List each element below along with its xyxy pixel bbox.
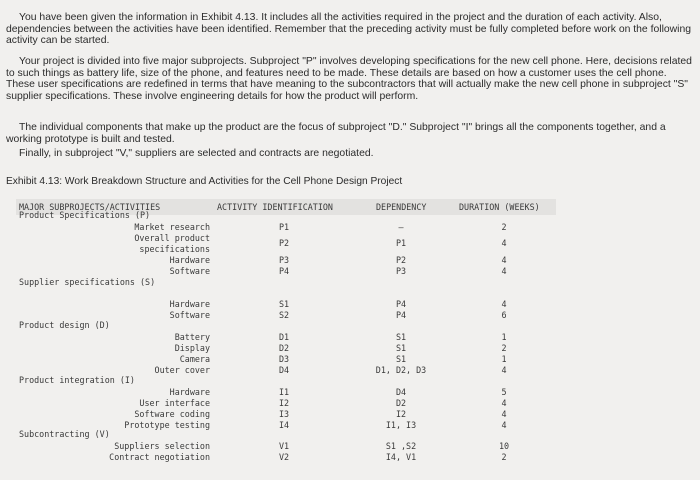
duration-cell: 4 bbox=[501, 238, 507, 248]
activity-id-cell: I4 bbox=[278, 420, 290, 430]
dependency-cell: P4 bbox=[395, 310, 407, 320]
intro-paragraph bbox=[6, 12, 692, 47]
activity-id-cell: I3 bbox=[278, 409, 290, 419]
header-dependency: DEPENDENCY bbox=[376, 202, 427, 212]
duration-cell: 4 bbox=[501, 299, 507, 309]
duration-cell: 4 bbox=[501, 266, 507, 276]
activity-cell: Software bbox=[169, 266, 210, 276]
subprojects-text: Your project is divided into five major subprojects. Subproject "P" involves developing specifications for the new cell phone. Here, decisions related to such things as battery life, size of the phone, and features need to be made. These details are based on how a customer uses the cell phone. These user specifications are redefined in terms that have meaning to the subcontractors that will actually make the new cell phone in subproject "S" supplier specifications. These involve engineering details for how the product will perform. bbox=[6, 56, 692, 102]
dependency-cell: D1, D2, D3 bbox=[375, 365, 427, 375]
group-label: Product integration (I) bbox=[19, 375, 135, 385]
activity-cell: Battery bbox=[174, 332, 210, 342]
activity-id-cell: I1 bbox=[278, 387, 290, 397]
dependency-cell: D4 bbox=[395, 387, 407, 397]
dependency-cell: S1 bbox=[395, 343, 407, 353]
duration-cell: 2 bbox=[501, 222, 507, 232]
activity-id-cell: S2 bbox=[278, 310, 290, 320]
duration-cell: 4 bbox=[501, 255, 507, 265]
activity-id-cell: D1 bbox=[278, 332, 290, 342]
duration-cell: 2 bbox=[501, 452, 507, 462]
duration-cell: 4 bbox=[501, 365, 507, 375]
activity-cell: Camera bbox=[179, 354, 210, 364]
dependency-cell: P2 bbox=[395, 255, 407, 265]
activity-cell: Display bbox=[174, 343, 210, 353]
activity-cell: Software coding bbox=[134, 409, 210, 419]
activity-cell: Software bbox=[169, 310, 210, 320]
activity-cell: Suppliers selection bbox=[114, 441, 210, 451]
activity-cell: Overall product bbox=[134, 233, 210, 243]
duration-cell: 4 bbox=[501, 420, 507, 430]
dependency-cell: S1 ,S2 bbox=[385, 441, 417, 451]
activity-cell: Market research bbox=[134, 222, 210, 232]
activity-id-cell: P4 bbox=[278, 266, 290, 276]
activity-cell: Outer cover bbox=[154, 365, 210, 375]
activity-id-cell: I2 bbox=[278, 398, 290, 408]
duration-cell: 1 bbox=[501, 332, 507, 342]
activity-id-cell: P2 bbox=[278, 238, 290, 248]
activity-id-cell: D4 bbox=[278, 365, 290, 375]
activity-cell: Hardware bbox=[169, 299, 210, 309]
activity-cell: Prototype testing bbox=[124, 420, 210, 430]
duration-cell: 4 bbox=[501, 409, 507, 419]
group-label: Product design (D) bbox=[19, 320, 110, 330]
exhibit-caption: Exhibit 4.13: Work Breakdown Structure and Activities for the Cell Phone Design Project bbox=[6, 176, 403, 187]
wbs-table bbox=[16, 199, 556, 467]
intro-text: You have been given the information in Exhibit 4.13. It includes all the activities required in the project and the duration of each activity. Also, dependencies between the activities have been identified. Remember that the preceding activity must be fully completed before work on the following activity can be started. bbox=[6, 12, 692, 47]
finally-text: Finally, in subproject "V," suppliers are selected and contracts are negotiated. bbox=[19, 148, 374, 159]
finally-paragraph bbox=[6, 148, 692, 160]
group-label: Product Specifications (P) bbox=[19, 210, 151, 220]
dependency-cell: P4 bbox=[395, 299, 407, 309]
activity-id-cell: P1 bbox=[278, 222, 290, 232]
duration-cell: 5 bbox=[501, 387, 507, 397]
activity-id-cell: S1 bbox=[278, 299, 290, 309]
dependency-cell: I1, I3 bbox=[385, 420, 417, 430]
activity-id-cell: D3 bbox=[278, 354, 290, 364]
dependency-cell: I2 bbox=[395, 409, 407, 419]
activity-cell: specifications bbox=[139, 244, 210, 254]
duration-cell: 2 bbox=[501, 343, 507, 353]
dependency-cell: S1 bbox=[395, 354, 407, 364]
dependency-cell: I4, V1 bbox=[385, 452, 417, 462]
duration-cell: 6 bbox=[501, 310, 507, 320]
subprojects-paragraph bbox=[6, 56, 692, 102]
duration-cell: 1 bbox=[501, 354, 507, 364]
activity-id-cell: V2 bbox=[278, 452, 290, 462]
activity-cell: User interface bbox=[139, 398, 210, 408]
components-text: The individual components that make up the product are the focus of subproject "D." Subproject "I" brings all the components together, and a working prototype is built and tested. bbox=[6, 122, 666, 145]
dependency-cell: D2 bbox=[395, 398, 407, 408]
activity-id-cell: P3 bbox=[278, 255, 290, 265]
activity-id-cell: D2 bbox=[278, 343, 290, 353]
header-activity-id: ACTIVITY IDENTIFICATION bbox=[217, 202, 333, 212]
dependency-cell: P1 bbox=[395, 238, 407, 248]
duration-cell: 4 bbox=[501, 398, 507, 408]
dependency-cell: S1 bbox=[395, 332, 407, 342]
activity-cell: Contract negotiation bbox=[109, 452, 210, 462]
dependency-cell: – bbox=[398, 222, 404, 232]
components-paragraph bbox=[6, 122, 692, 145]
header-activities: MAJOR SUBPROJECTS/ACTIVITIES bbox=[19, 202, 161, 212]
activity-cell: Hardware bbox=[169, 255, 210, 265]
header-duration: DURATION (WEEKS) bbox=[459, 202, 540, 212]
group-label: Supplier specifications (S) bbox=[19, 277, 156, 287]
dependency-cell: P3 bbox=[395, 266, 407, 276]
group-label: Subcontracting (V) bbox=[19, 429, 110, 439]
activity-cell: Hardware bbox=[169, 387, 210, 397]
duration-cell: 10 bbox=[498, 441, 510, 451]
activity-id-cell: V1 bbox=[278, 441, 290, 451]
